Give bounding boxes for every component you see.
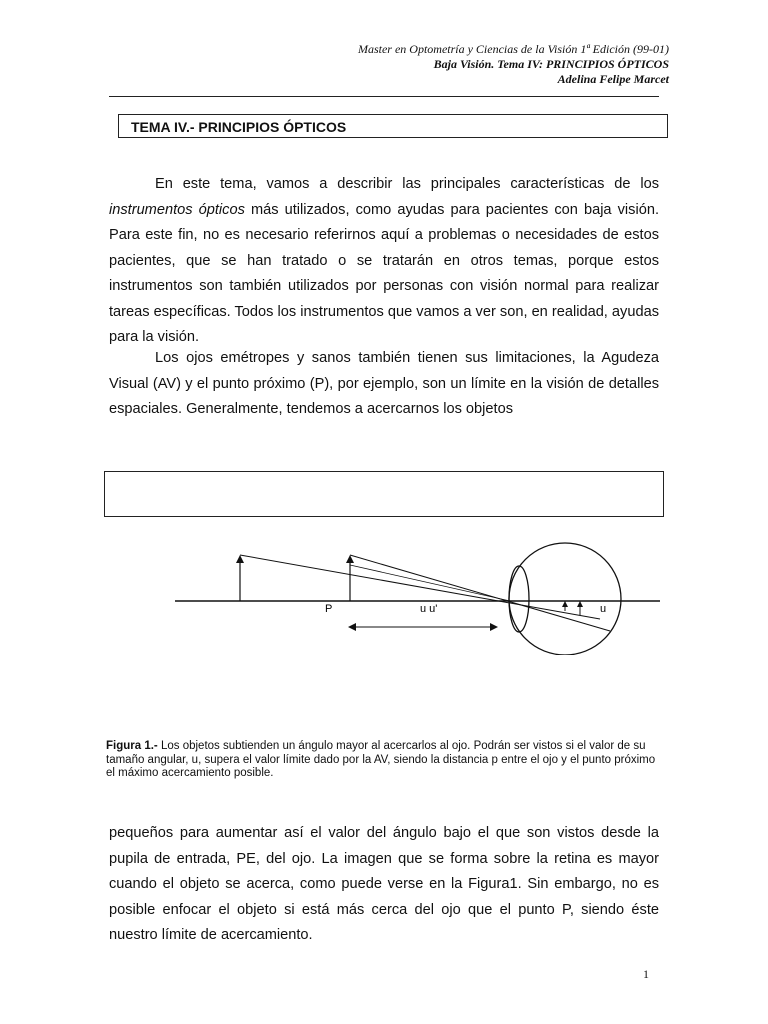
- paragraph-2-text: Los ojos emétropes y sanos también tienen sus limitaciones, la Agudeza Visual (AV) y el punto próximo (P), por ejemplo, son un límite en la visión de detalles espaciales. Generalmente, tendemos a acercarnos los objetos: [109, 350, 659, 417]
- label-angle-u: u: [600, 603, 607, 615]
- paragraph-1-start: En este tema, vamos a describir las principales características de los: [155, 176, 659, 192]
- figure-caption: [106, 740, 666, 781]
- paragraph-1-end: más utilizados, como ayudas para pacientes con baja visión. Para este fin, no es necesario referirnos aquí a problemas o necesidades de estos pacientes, que se han tratado o se tratarán en otros temas, porque estos instrumentos son también utilizados por personas con visión normal para realizar tareas específicas. Todos los instrumentos que vamos a ver son, en realidad, ayudas para la visión.: [109, 201, 659, 345]
- far-object-arrowhead: [236, 555, 244, 563]
- paragraph-1-italic: instrumentos ópticos: [109, 201, 245, 218]
- header-topic: Baja Visión. Tema IV: PRINCIPIOS ÓPTICOS: [433, 57, 669, 71]
- empty-frame: [104, 471, 664, 517]
- running-header: [358, 42, 669, 87]
- header-course: Master en Optometría y Ciencias de la Visión 1ª Edición (99-01): [357, 42, 669, 56]
- paragraph-3: [109, 821, 659, 949]
- paragraph-3-text: pequeños para aumentar así el valor del ángulo bajo el que son vistos desde la pupila de entrada, PE, del ojo. La imagen que se forma sobre la retina es mayor cuando el objeto se acerca, como puede verse en la Figura1. Sin embargo, no es posible enfocar el objeto si está más cerca del ojo que el punto P, siendo éste nuestro límite de acercamiento.: [109, 825, 659, 943]
- header-author: Adelina Felipe Marcet: [557, 72, 669, 86]
- paragraph-1: [109, 172, 659, 351]
- caption-text: Los objetos subtienden un ángulo mayor al acercarlos al ojo. Podrán ser vistos si el valor de su tamaño angular, u, supera el valor límite dado por la AV, siendo la distancia p entre el ojo y el punto próximo el máximo acercamiento posible.: [106, 740, 656, 779]
- ray-near: [350, 555, 610, 631]
- section-title-box: [118, 114, 668, 138]
- ray-near-aux: [350, 565, 510, 601]
- caption-label: Figura 1.-: [106, 740, 158, 752]
- eye-lens: [509, 566, 529, 632]
- header-rule: [109, 96, 659, 97]
- eye-globe: [509, 543, 621, 655]
- section-title: TEMA IV.- PRINCIPIOS ÓPTICOS: [131, 119, 347, 135]
- label-near-point: P: [325, 603, 333, 615]
- page-number: 1: [643, 967, 649, 981]
- distance-arrow-left: [348, 623, 356, 631]
- retinal-image-1-head: [562, 601, 568, 607]
- paragraph-2: [109, 346, 659, 423]
- eye-diagram: [170, 535, 670, 655]
- label-angles: u u': [420, 603, 438, 615]
- retinal-image-2-head: [577, 601, 583, 607]
- distance-arrow-right: [490, 623, 498, 631]
